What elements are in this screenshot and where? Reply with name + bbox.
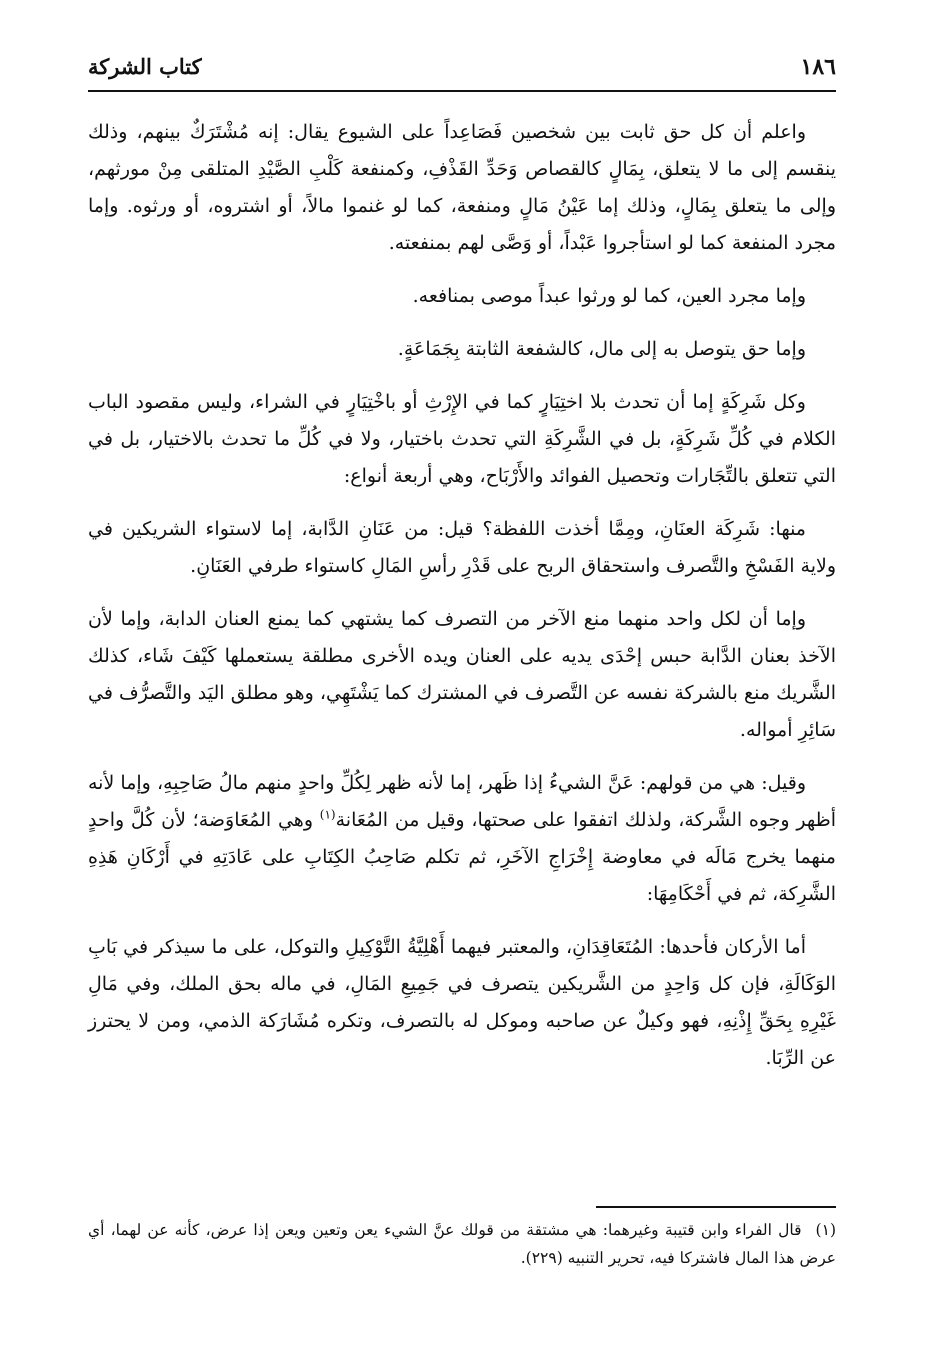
paragraph: وإما أن لكل واحد منهما منع الآخر من التصرف كما يشتهي كما يمنع العنان الدابة، وإما لأن الآخذ بعنان الدَّابة حبس إحْدَى يديه على العنان ويده الأخرى مطلقة يستعملها كَيْفَ شَاء، كذلك الشَّريك منع بالشركة نفسه عن التَّصرف في المشترك كما يَشْتَهِي، وهو مطلق اليَد والتَّصرُّف في سَائِرِ أمواله. <box>88 608 836 741</box>
book-title: كتاب الشركة <box>88 54 202 79</box>
footnote <box>88 1216 836 1272</box>
footnote-number: (١) <box>815 1221 836 1239</box>
header-rule <box>88 90 836 92</box>
book-page <box>88 48 836 1348</box>
paragraph-with-footnote <box>88 765 836 913</box>
paragraph: وكل شَرِكَةٍ إما أن تحدث بلا اختِيَارٍ كما في الإِرْثِ أو باخْتِيَارٍ في الشراء، وليس مقصود الباب الكلام في كُلِّ شَرِكَةٍ، بل في الشَّرِكَةِ التي تحدث باختيار، ولا في كُلِّ ما تحدث بالاختيار، بل في التي تتعلق بالتِّجَارات وتحصيل الفوائد والأَرْبَاح، وهي أربعة أنواع: <box>88 391 836 487</box>
paragraph: أما الأركان فأحدها: المُتَعَاقِدَانِ، والمعتبر فيهما أَهْلِيَّةُ التَّوْكِيلِ والتوكل، على ما سيذكر في بَابِ الوَكَالَةِ، فإن كل وَاحِدٍ من الشَّريكين يتصرف في جَمِيعِ المَالِ، في ماله بحق الملك، وفي مَالِ غَيْرِهِ بِحَقِّ إِذْنِهِ، فهو وكيلٌ عن صاحبه وموكل له بالتصرف، وتكره مُشَارَكة الذمي، ومن لا يحترز عن الرِّبَا. <box>88 936 836 1069</box>
running-header <box>88 48 836 92</box>
paragraph: وإما حق يتوصل به إلى مال، كالشفعة الثابتة بِجَمَاعَةٍ. <box>397 338 806 360</box>
paragraph: واعلم أن كل حق ثابت بين شخصين فَصَاعِداً على الشيوع يقال: إنه مُشْتَرَكٌ بينهم، وذلك ينقسم إلى ما لا يتعلق، بِمَالٍ كالقصاص وَحَدِّ القَذْفِ، وكمنفعة كَلْبِ الصَّيْدِ المتلقى مِنْ مورثهم، وإلى ما يتعلق بِمَالٍ، وذلك إما عَيْنُ مَالٍ ومنفعة، كما لو غنموا مالاً، أو اشتروه، أو ورثوه. وإما مجرد المنفعة كما لو استأجروا عَبْداً، أو وَصَّى لهم بمنفعته. <box>88 121 836 254</box>
footnote-rule <box>596 1206 836 1208</box>
paragraph-text-cont: وهي المُعَاوَضة؛ لأن كُلَّ واحدٍ منهما يخرج مَالَه في معاوضة إِخْرَاجِ الآخَرِ، ثم تكلم صَاحِبُ الكِتَابِ على عَادَتِهِ في أَرْكَانِ هَذِهِ الشَّرِكة، ثم في أَحْكَامِهَا: <box>88 809 836 905</box>
page-number: ١٨٦ <box>800 54 836 80</box>
main-text <box>88 114 836 1093</box>
footnote-marker[interactable]: (١) <box>319 807 336 822</box>
paragraph-text: وقيل: هي من قولهم: عَنَّ الشيءُ إذا ظَهر، إما لأنه ظهر لِكُلِّ واحدٍ منهم مالُ صَاحِبِهِ، وإما لأنه أظهر وجوه الشَّركة، ولذلك اتفقوا على صحتها، وقيل من المُعَانة <box>88 772 836 831</box>
paragraph: منها: شَرِكَة العنَانِ، ومِمَّا أخذت اللفظة؟ قيل: من عَنَانِ الدَّابة، إما لاستواء الشريكين في ولاية الفَسْخِ والتَّصرف واستحقاق الربح على قَدْرِ رأسِ المَالِ كاستواء طرفي العَنَانِ. <box>88 518 836 577</box>
footnote-text: قال الفراء وابن قتيبة وغيرهما: هي مشتقة من قولك عنَّ الشيء يعن وتعين ويعن إذا عرض، كأنه عن لهما، أي عرض هذا المال فاشتركا فيه، تحرير التنبيه (٢٢٩). <box>88 1221 836 1267</box>
paragraph: وإما مجرد العين، كما لو ورثوا عبداً موصى بمنافعه. <box>412 285 806 307</box>
